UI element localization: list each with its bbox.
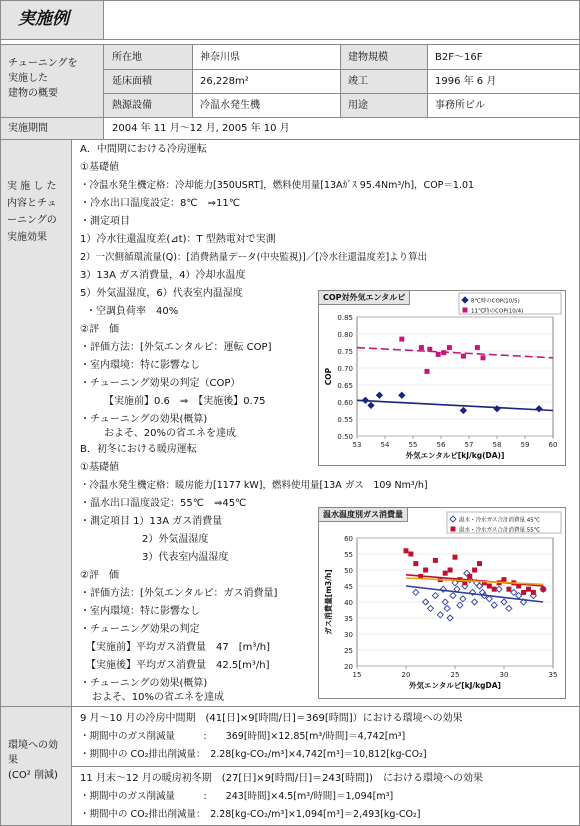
data-point [399,337,404,342]
data-point [516,584,521,589]
x-tick-label: 55 [408,441,418,449]
page-title: 実施例 [18,9,69,29]
overview-label: チューニングを 実施した 建物の概要 [8,58,78,99]
section-b-heading: B．初冬における暖房運転 [80,444,197,455]
data-point [423,568,428,573]
text-line: ・測定項目 1）13A ガス消費量 [80,516,223,527]
legend-label: 11℃時のCOP(10/4) [471,308,524,315]
data-point [443,571,448,576]
y-tick-label: 20 [344,663,353,671]
plot-area [357,317,553,436]
data-point [433,558,438,563]
overview-value: B2F～16F [435,52,483,63]
y-axis-label: COP [324,367,333,386]
text-line: およそ、20%の省エネを達成 [104,428,237,439]
legend-marker [451,527,456,532]
data-point [492,587,497,592]
data-point [531,590,536,595]
data-point [477,561,482,566]
text-line: 【実施後】平均ガス消費量 42.5[m³/h] [86,660,270,671]
y-tick-label: 35 [344,615,353,623]
y-tick-label: 0.55 [337,416,353,424]
data-point [453,555,458,560]
data-point [447,345,452,350]
text-line: ・チューニング効果の判定（COP） [80,378,241,389]
y-tick-label: 55 [344,551,353,559]
text-line: ・室内環境：特に影響なし [80,360,200,371]
x-tick-label: 59 [520,441,530,449]
x-tick-label: 30 [499,671,509,679]
data-point [521,590,526,595]
text-line: 2）一次側循環流量(Q)：[消費熱量データ(中央監視)]／[冷水往還温度差]より算出 [80,252,428,263]
overview-value: 1996 年 6 月 [435,76,497,87]
env-line: ・期間中の CO₂排出削減量： 2.28[kg-CO₂/m³]×4,742[m³]＝10,812[kg-CO₂] [80,749,427,760]
x-axis-label: 外気エンタルピ[kJ/kgDA] [409,681,501,690]
text-line: ・チューニング効果の判定 [80,624,200,635]
overview-value: 冷温水発生機 [200,100,260,111]
text-line: ②評 価 [80,570,119,581]
gas-chart-svg [319,508,563,696]
overview-key: 竣工 [348,76,368,87]
data-point [487,584,492,589]
gas-chart [318,507,566,699]
period-label: 実施期間 [8,123,48,134]
data-point [475,345,480,350]
data-point [441,350,446,355]
legend-marker [463,308,468,313]
data-point [472,568,477,573]
text-line: ・空調負荷率 40% [86,306,179,317]
overview-value: 神奈川県 [200,52,240,63]
period-value: 2004 年 11 月～12 月, 2005 年 10 月 [112,123,290,134]
text-line: ・冷温水発生機定格：冷却能力[350USRT]，燃料使用量[13Aｶﾞｽ 95.4Nm³/h]，COP＝1.01 [80,180,475,191]
x-tick-label: 35 [548,671,558,679]
overview-key: 用途 [348,100,368,111]
text-line: ・冷水出口温度設定：8℃ ⇒11℃ [80,198,240,209]
data-point [502,577,507,582]
y-tick-label: 0.70 [337,365,353,373]
data-point [467,574,472,579]
x-tick-label: 58 [492,441,502,449]
y-tick-label: 0.60 [337,399,353,407]
content-label: 実 施 し た 内容とチュ ーニングの 実施効果 [7,181,57,243]
x-tick-label: 15 [352,671,362,679]
data-point [404,548,409,553]
text-line: ・チューニングの効果(概算) [80,414,208,425]
legend-label: 8℃時のCOP(10/5) [471,298,520,305]
legend-label: 温水・冷水ガス合計消費量 45℃ [459,517,540,524]
text-line: ・温水出口温度設定：55℃ ⇒45℃ [80,498,247,509]
text-line: 3）代表室内温湿度 [142,552,229,563]
data-point [448,568,453,573]
overview-key: 延床面積 [112,76,152,87]
cop-chart [318,290,566,466]
text-line: ①基礎値 [80,462,119,473]
legend-label: 温水・冷水ガス合計消費量 55℃ [459,527,540,534]
y-tick-label: 0.65 [337,382,353,390]
x-axis-label: 外気エンタルピ[kJ/kg(DA)] [405,451,505,460]
text-line: 2）外気温湿度 [142,534,209,545]
x-tick-label: 56 [436,441,446,449]
data-point [541,587,546,592]
env-label: 環境への効 果 (CO² 削減) [8,740,58,781]
overview-key: 熱源設備 [112,100,152,111]
data-point [481,355,486,360]
x-tick-label: 60 [548,441,558,449]
text-line: ②評 価 [80,324,119,335]
text-line: 【実施前】平均ガス消費量 47 [m³/h] [86,642,270,653]
overview-key: 建物規模 [348,52,388,63]
text-line: ・チューニングの効果(概算) [80,678,208,689]
x-tick-label: 25 [450,671,460,679]
chart-title: 温水温度別ガス消費量 [319,508,408,522]
overview-key: 所在地 [112,52,142,63]
chart-title: COP対外気エンタルピ [319,291,410,305]
y-tick-label: 60 [344,535,353,543]
env-heading-cooling: 9 月～10 月の冷房中間期 (41[日]×9[時間/日]＝369[時間]）における環境への効果 [80,713,463,724]
text-line: 3）13A ガス消費量，4）冷却水温度 [80,270,246,281]
data-point [461,354,466,359]
x-tick-label: 20 [401,671,411,679]
env-line: ・期間中のガス削減量 : 243[時間]×4.5[m³/時間]＝1,094[m³] [80,791,394,802]
y-axis-label: ガス消費量[m3/h] [324,569,333,635]
y-tick-label: 45 [344,583,353,591]
x-tick-label: 53 [352,441,362,449]
data-point [408,552,413,557]
data-point [506,587,511,592]
data-point [526,587,531,592]
data-point [419,345,424,350]
y-tick-label: 0.80 [337,331,353,339]
cop-chart-svg [319,291,563,463]
y-tick-label: 50 [344,567,353,575]
text-line: ・室内環境：特に影響なし [80,606,200,617]
data-point [436,352,441,357]
text-line: ①基礎値 [80,162,119,173]
text-line: ・測定項目 [80,216,130,227]
y-tick-label: 0.75 [337,348,353,356]
data-point [413,561,418,566]
env-heading-heating: 11 月末～12 月の暖房初冬期 (27[日]×9[時間/日]＝243[時間]) における環境への効果 [80,773,483,784]
env-line: ・期間中の CO₂排出削減量： 2.28[kg-CO₂/m³]×1,094[m³]＝2,493[kg-CO₂] [80,809,421,820]
x-tick-label: 54 [380,441,390,449]
section-a-heading: A．中間期における冷房運転 [80,144,207,155]
overview-value: 26,228m² [200,76,249,87]
y-tick-label: 25 [344,647,353,655]
text-line: ・冷温水発生機定格：暖房能力[1177 kW]，燃料使用量[13A ガス 109 Nm³/h] [80,480,428,491]
data-point [427,347,432,352]
text-line: ・評価方法：[外気エンタルピ：ガス消費量] [80,588,278,599]
x-tick-label: 57 [464,441,474,449]
text-line: およそ、10%の省エネを達成 [92,692,225,703]
y-tick-label: 0.50 [337,433,353,441]
overview-value: 事務所ビル [435,100,485,111]
text-line: 1）冷水往還温度差(⊿t)：T 型熱電対で実測 [80,234,276,245]
y-tick-label: 30 [344,631,353,639]
text-line: 5）外気温湿度，6）代表室内温湿度 [80,288,243,299]
y-tick-label: 40 [344,599,353,607]
data-point [425,369,430,374]
y-tick-label: 0.85 [337,314,353,322]
env-line: ・期間中のガス削減量 : 369[時間]×12.85[m³/時間]＝4,742[m³] [80,731,406,742]
text-line: ・評価方法：[外気エンタルピ：運転 COP] [80,342,272,353]
text-line: 【実施前】0.6 ⇒ 【実施後】0.75 [104,396,266,407]
